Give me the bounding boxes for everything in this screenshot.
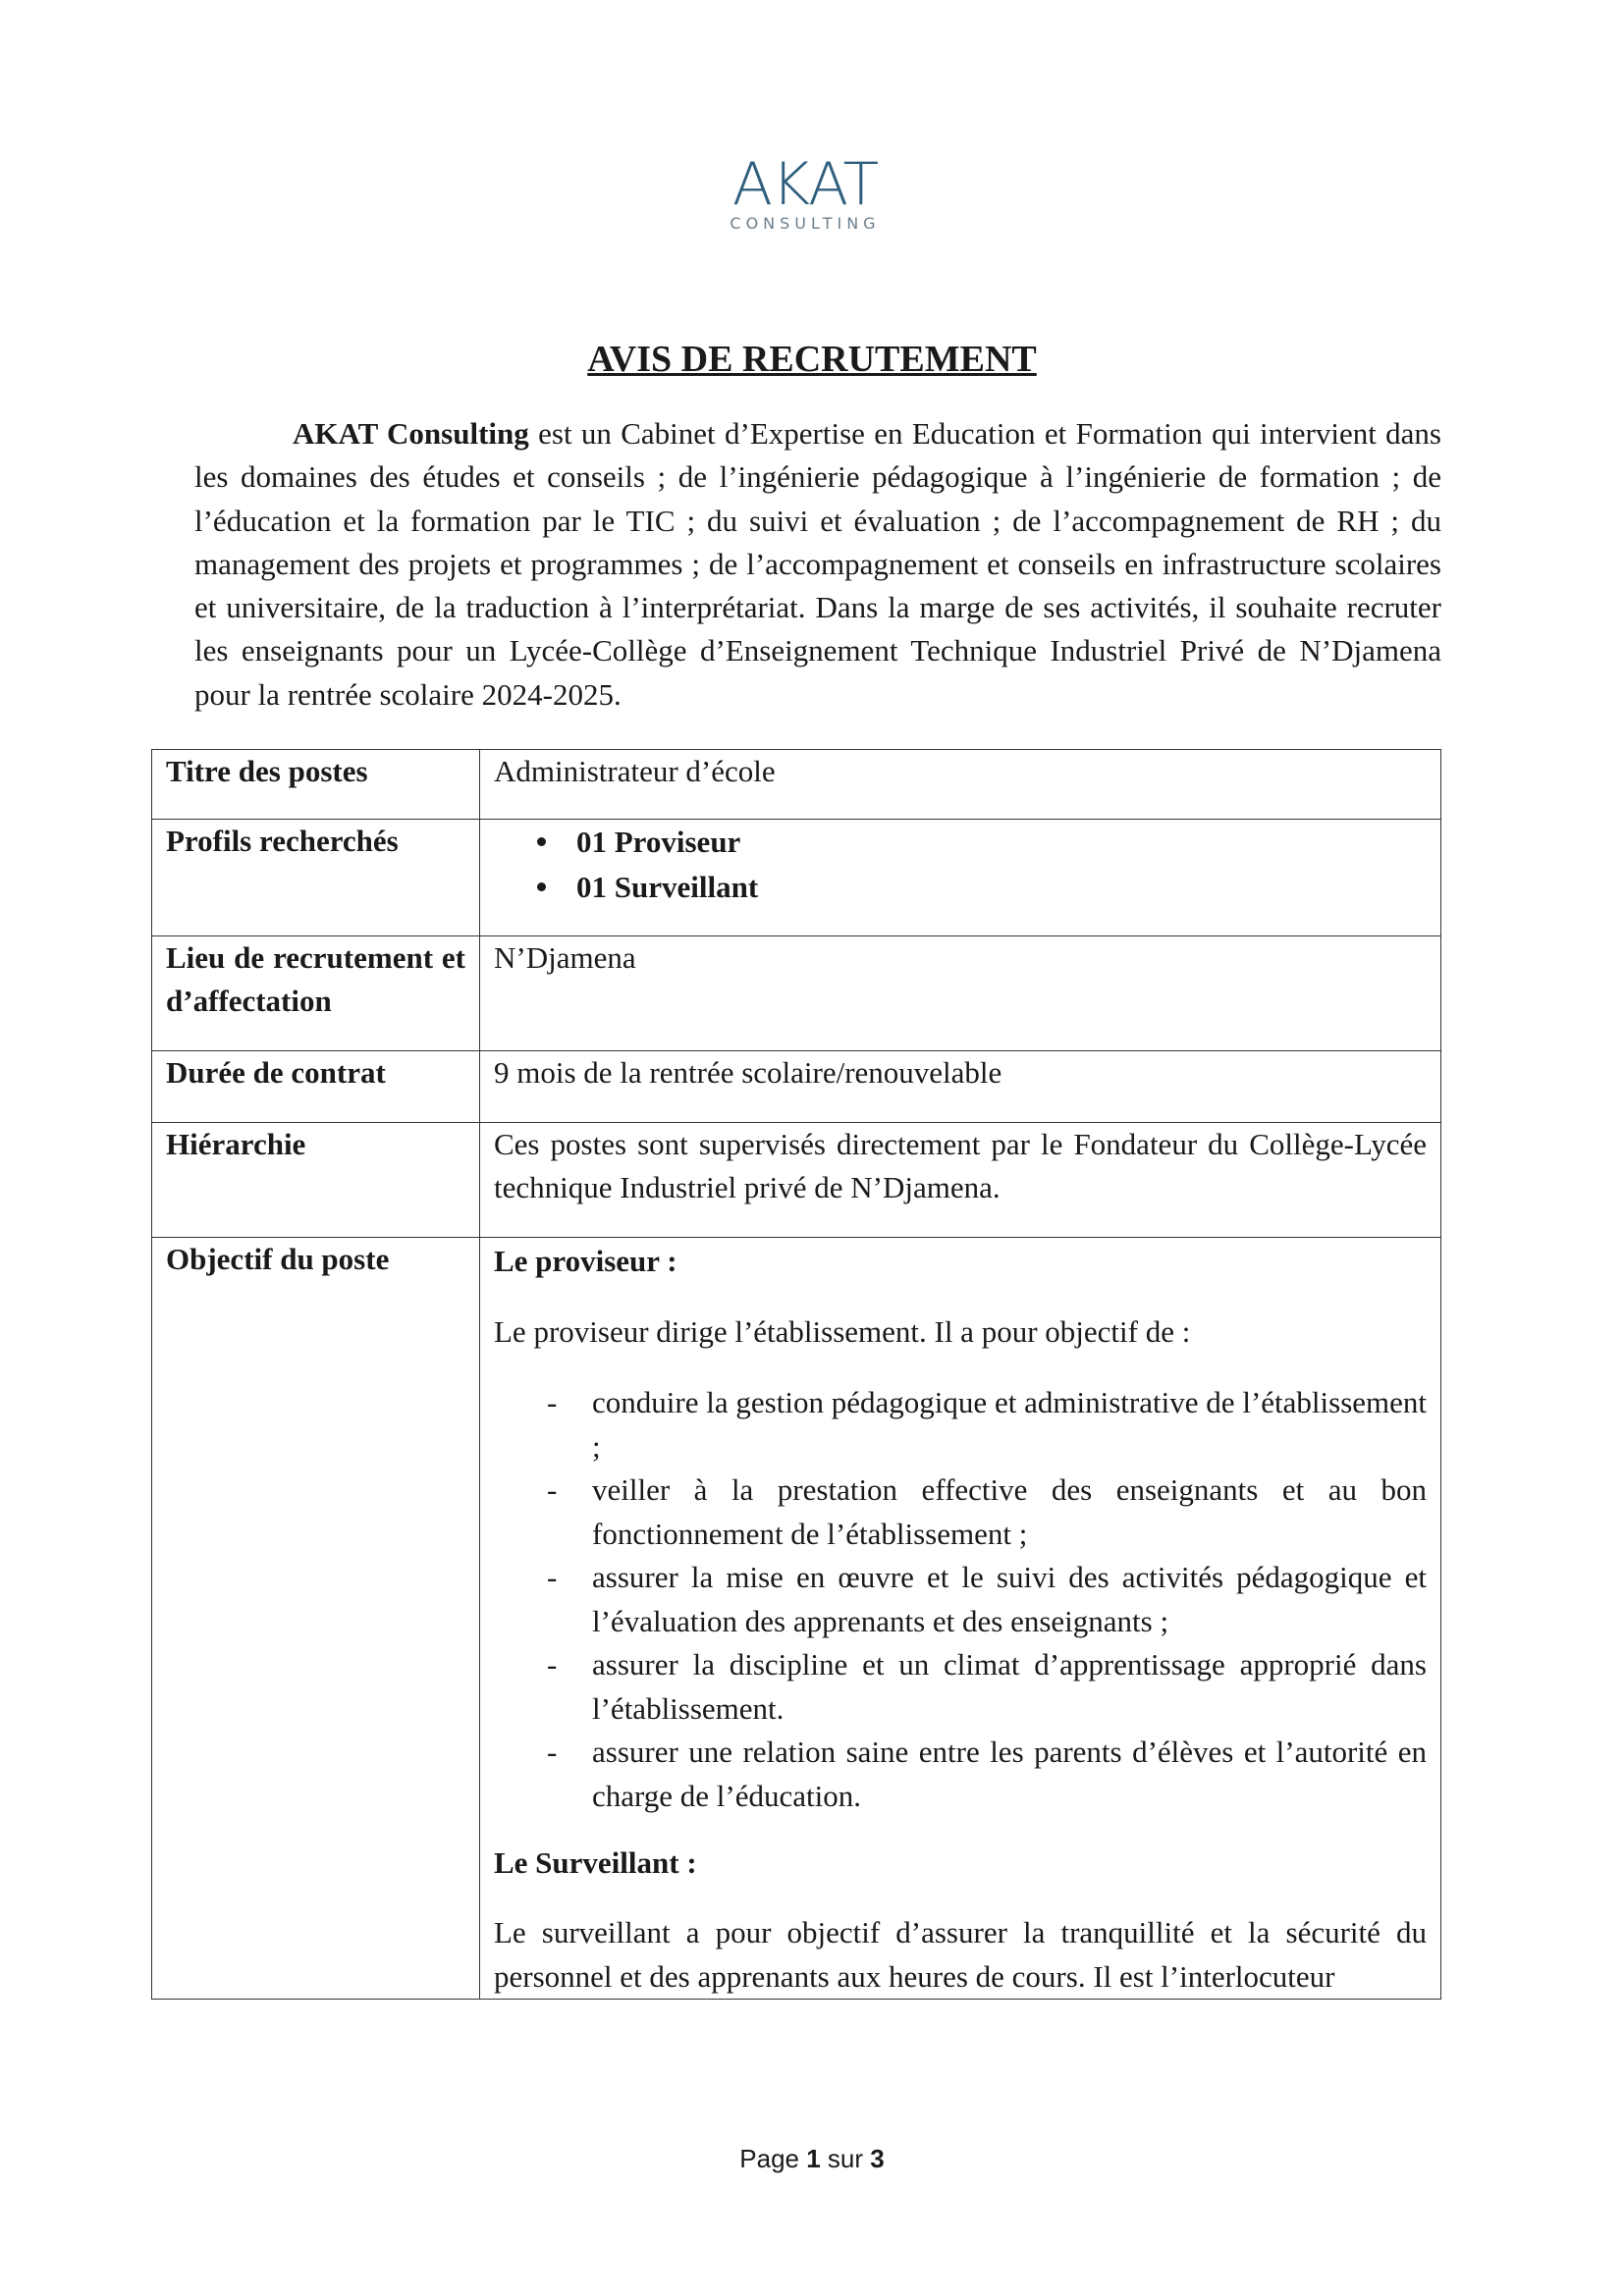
label-titre-postes: Titre des postes	[152, 750, 480, 820]
value-duree: 9 mois de la rentrée scolaire/renouvelable	[480, 1051, 1441, 1123]
current-page: 1	[806, 2144, 821, 2173]
row-hierarchie	[152, 1123, 1441, 1238]
row-lieu	[152, 936, 1441, 1051]
list-item: - assurer la mise en œuvre et le suivi des activités pédagogique et l’évaluation des apprenants et des enseignants ;	[494, 1556, 1427, 1643]
company-logo	[717, 150, 893, 233]
value-hierarchie: Ces postes sont supervisés directement par le Fondateur du Collège-Lycée technique Industriel privé de N’Djamena.	[480, 1123, 1441, 1238]
label-duree: Durée de contrat	[152, 1051, 480, 1123]
row-titre-postes	[152, 750, 1441, 820]
logo-subtitle: CONSULTING	[730, 214, 881, 233]
value-profils	[480, 820, 1441, 936]
dash-bullet: -	[547, 1560, 558, 1594]
label-objectif: Objectif du poste	[152, 1238, 480, 2000]
row-objectif	[152, 1238, 1441, 2000]
value-lieu: N’Djamena	[480, 936, 1441, 1051]
bullet-icon	[537, 882, 546, 891]
intro-text: est un Cabinet d’Expertise en Education et Formation qui intervient dans les domaines des études et conseils ; de l’ingénierie pédagogique à l’ingénierie de formation ; de l’éducation et la formation par le TIC ; du suivi et évaluation ; de l’accompagnement de RH ; du management des projets et programmes ; de l’accompagnement et conseils en infrastructure scolaires et universitaire, de la traduction à l’interprétariat. Dans la marge de ses activités, il souhaite recruter les enseignants pour un Lycée-Collège d’Enseignement Technique Industriel Privé de N’Djamena pour la rentrée scolaire 2024-2025.	[194, 416, 1441, 712]
value-titre-postes: Administrateur d’école	[480, 750, 1441, 820]
surveillant-heading: Le Surveillant :	[494, 1845, 697, 1880]
proviseur-heading: Le proviseur :	[494, 1244, 677, 1278]
value-objectif	[480, 1238, 1441, 2000]
list-item: - conduire la gestion pédagogique et administrative de l’établissement ;	[494, 1381, 1427, 1468]
intro-paragraph	[194, 412, 1441, 717]
label-hierarchie: Hiérarchie	[152, 1123, 480, 1238]
bullet-icon	[537, 837, 546, 846]
dash-bullet: -	[547, 1472, 558, 1507]
list-item: 01 Surveillant	[494, 865, 1427, 910]
dash-bullet: -	[547, 1385, 558, 1419]
row-duree	[152, 1051, 1441, 1123]
dash-bullet: -	[547, 1647, 558, 1682]
list-item: - assurer une relation saine entre les parents d’élèves et l’autorité en charge de l’éducation.	[494, 1731, 1427, 1818]
dash-bullet: -	[547, 1735, 558, 1769]
proviseur-intro: Le proviseur dirige l’établissement. Il a pour objectif de :	[494, 1314, 1191, 1349]
profils-list	[494, 820, 1427, 910]
row-profils	[152, 820, 1441, 936]
label-lieu: Lieu de recrutement et d’affectation	[152, 936, 480, 1051]
intro-company-name: AKAT Consulting	[293, 416, 529, 451]
list-item: 01 Proviseur	[494, 820, 1427, 865]
job-details-table	[151, 749, 1441, 2000]
page-number: Page 1 sur 3	[739, 2144, 885, 2173]
surveillant-text: Le surveillant a pour objectif d’assurer la tranquillité et la sécurité du personnel et des apprenants aux heures de cours. Il est l’interlocuteur	[494, 1915, 1427, 1994]
total-pages: 3	[870, 2144, 885, 2173]
list-item: - veiller à la prestation effective des enseignants et au bon fonctionnement de l’établissement ;	[494, 1468, 1427, 1556]
proviseur-objectives-list	[494, 1381, 1427, 1818]
label-profils: Profils recherchés	[152, 820, 480, 936]
list-item: - assurer la discipline et un climat d’apprentissage approprié dans l’établissement.	[494, 1643, 1427, 1731]
document-title: AVIS DE RECRUTEMENT	[587, 339, 1037, 380]
logo-wordmark: AKAT	[731, 150, 879, 219]
